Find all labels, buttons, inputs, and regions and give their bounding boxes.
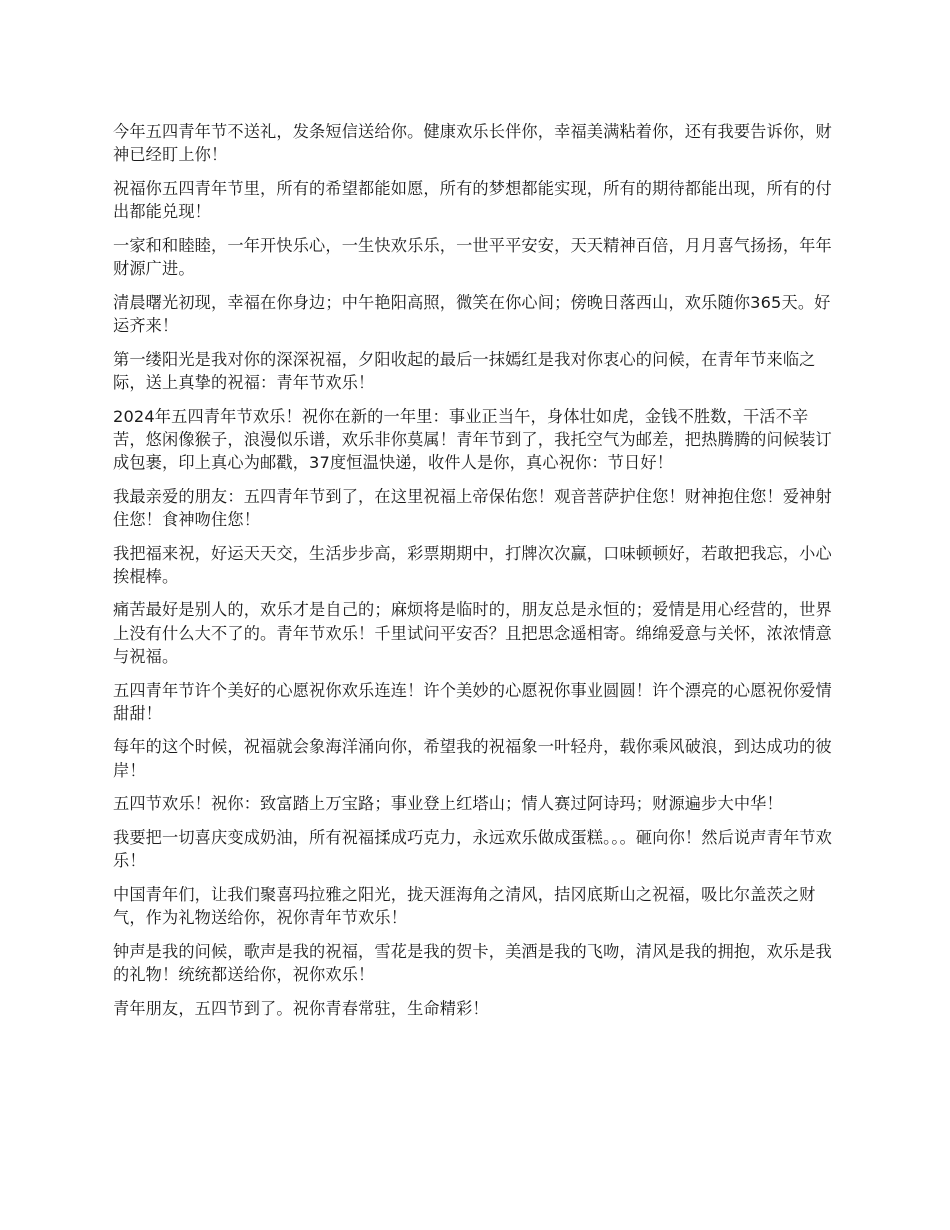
document-body [113,120,840,1031]
paragraph-13: 我要把一切喜庆变成奶油，所有祝福揉成巧克力，永远欢乐做成蛋糕。。。砸向你！然后说声青年节欢乐！ [113,828,832,871]
paragraph-2: 祝福你五四青年节里，所有的希望都能如愿，所有的梦想都能实现，所有的期待都能出现，所有的付出都能兑现！ [113,178,832,222]
paragraph-4: 清晨曙光初现，幸福在你身边；中午艳阳高照，微笑在你心间；傍晚日落西山，欢乐随你365天。好运齐来！ [113,292,831,335]
paragraph-16: 青年朋友，五四节到了。祝你青春常驻，生命精彩！ [113,998,489,1018]
paragraph-15: 钟声是我的问候，歌声是我的祝福，雪花是我的贺卡，美酒是我的飞吻，清风是我的拥抱，欢乐是我的礼物！统统都送给你，祝你欢乐！ [113,941,832,985]
paragraph-12: 五四节欢乐！祝你：致富踏上万宝路；事业登上红塔山；情人赛过阿诗玛；财源遍步大中华！ [113,794,783,814]
paragraph-6: 2024年五四青年节欢乐！祝你在新的一年里：事业正当午，身体壮如虎，金钱不胜数，干活不辛苦，悠闲像猴子，浪漫似乐谱，欢乐非你莫属！青年节到了，我托空气为邮差，把热腾腾的问候装订成包裹，印上真心为邮戳，37度恒温快递，收件人是你，真心祝你：节日好！ [113,406,832,472]
paragraph-11: 每年的这个时候，祝福就会象海洋涌向你，希望我的祝福象一叶轻舟，载你乘风破浪，到达成功的彼岸！ [113,737,832,780]
paragraph-3: 一家和和睦睦，一年开快乐心，一生快欢乐乐，一世平平安安，天天精神百倍，月月喜气扬扬，年年财源广进。 [113,235,832,279]
paragraph-5: 第一缕阳光是我对你的深深祝福，夕阳收起的最后一抹嫣红是我对你衷心的问候，在青年节来临之际，送上真挚的祝福：青年节欢乐！ [113,349,816,392]
paragraph-8: 我把福来祝，好运天天交，生活步步高，彩票期期中，打牌次次赢，口味顿顿好，若敢把我忘，小心挨棍棒。 [113,543,832,586]
paragraph-10: 五四青年节许个美好的心愿祝你欢乐连连！许个美妙的心愿祝你事业圆圆！许个漂亮的心愿祝你爱情甜甜！ [113,680,832,723]
paragraph-14: 中国青年们，让我们聚喜玛拉雅之阳光，拢天涯海角之清风，拮冈底斯山之祝福，吸比尔盖茨之财气，作为礼物送给你，祝你青年节欢乐！ [113,884,816,928]
paragraph-1: 今年五四青年节不送礼，发条短信送给你。健康欢乐长伴你，幸福美满粘着你，还有我要告诉你，财神已经盯上你！ [113,122,832,165]
paragraph-7: 我最亲爱的朋友：五四青年节到了，在这里祝福上帝保佑您！观音菩萨护住您！财神抱住您！爱神射住您！食神吻住您！ [113,486,832,529]
paragraph-9: 痛苦最好是别人的，欢乐才是自己的；麻烦将是临时的，朋友总是永恒的；爱情是用心经营的，世界上没有什么大不了的。青年节欢乐！千里试问平安否？且把思念遥相寄。绵绵爱意与关怀，浓浓情意与祝福。 [113,600,832,666]
